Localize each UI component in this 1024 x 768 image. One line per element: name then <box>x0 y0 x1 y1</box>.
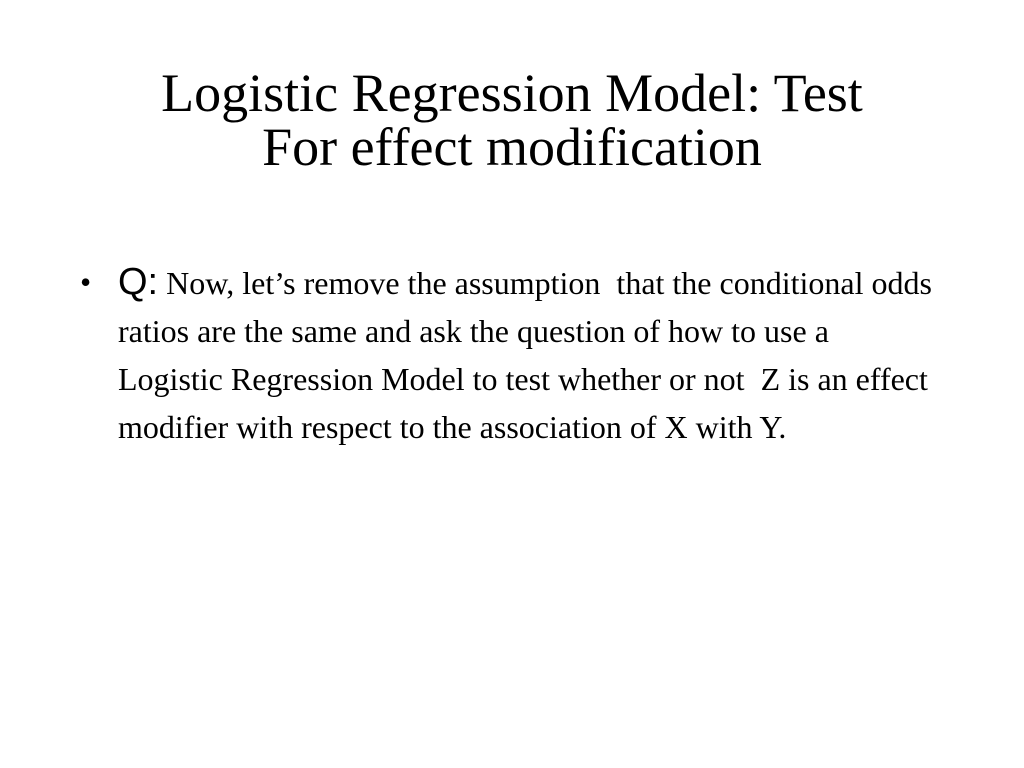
slide-title-line-1: Logistic Regression Model: Test <box>161 63 863 123</box>
question-text: Now, let’s remove the assumption that the conditional odds ratios are the same and ask the question of how to use a Logistic Regression Model to test whether or not Z is an effect modifier with respect to the association of X with Y. <box>118 265 940 445</box>
bullet-list <box>80 258 940 451</box>
slide-title-line-2: For effect modification <box>262 117 762 177</box>
bullet-item <box>80 258 940 451</box>
bullet-dot-icon: • <box>80 264 92 300</box>
question-label: Q: <box>118 261 159 303</box>
slide-title <box>60 63 964 177</box>
